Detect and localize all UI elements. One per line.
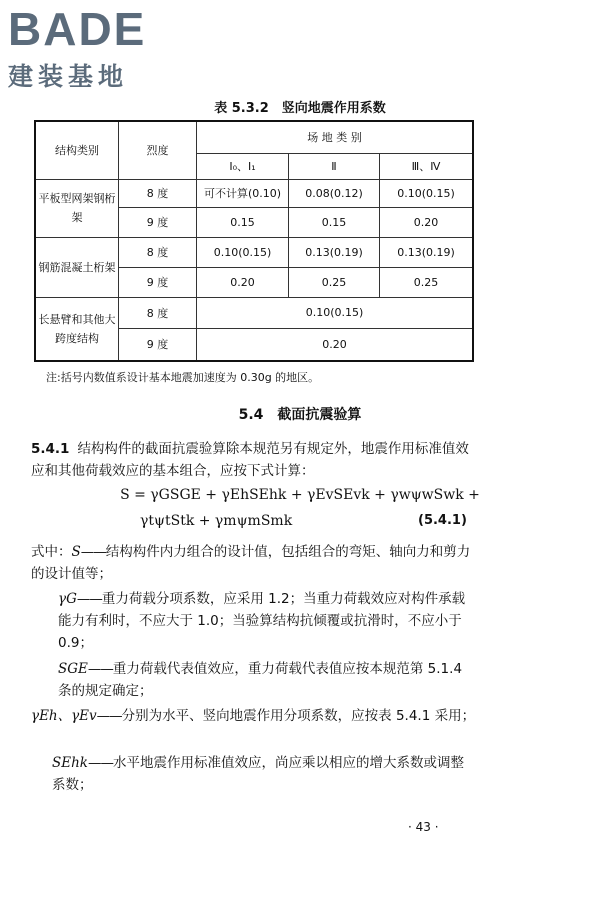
logo	[8, 3, 147, 93]
category-steel-truss: 平板型网架钢桁架	[35, 179, 119, 237]
intensity-cell: 9 度	[119, 328, 197, 361]
definition-text: 重力荷载代表值效应，重力荷载代表值应按本规范第 5.1.4 条的规定确定；	[58, 661, 463, 699]
formula-line-1: S = γGSGE + γEhSEhk + γEvSEvk + γwψwSwk +	[120, 487, 480, 503]
value-cell: 0.25	[380, 267, 474, 297]
value-cell: 0.13(0.19)	[289, 237, 380, 267]
logo-text-cn: 建装基地	[8, 62, 129, 91]
definition-symbol: S	[71, 544, 81, 560]
value-cell: 可不计算(0.10)	[197, 179, 289, 207]
intensity-cell: 8 度	[119, 179, 197, 207]
formula-number: (5.4.1)	[418, 513, 467, 528]
definition-text: 水平地震作用标准值效应，尚应乘以相应的增大系数或调整系数；	[52, 755, 464, 793]
intensity-cell: 8 度	[119, 237, 197, 267]
definition-item: SGE——重力荷载代表值效应，重力荷载代表值应按本规范第 5.1.4 条的规定确定；	[58, 658, 476, 702]
definition-text: 分别为水平、竖向地震作用分项系数，应按表 5.4.1 采用；	[121, 708, 476, 724]
section-title: 5.4 截面抗震验算	[238, 407, 362, 423]
value-cell-merged: 0.10(0.15)	[197, 297, 474, 328]
clause-text: 结构构件的截面抗震验算除本规范另有规定外，地震作用标准值效应和其他荷载效应的基本组合，应按下式计算：	[31, 441, 469, 479]
definition-symbol: γG	[58, 591, 77, 607]
intensity-cell: 8 度	[119, 297, 197, 328]
header-site-3: Ⅲ、Ⅳ	[380, 153, 474, 179]
value-cell: 0.10(0.15)	[197, 237, 289, 267]
value-cell: 0.15	[289, 207, 380, 237]
definition-text: 重力荷载分项系数，应采用 1.2；当重力荷载效应对构件承载能力有利时，不应大于 1.0；当验算结构抗倾覆或抗滑时，不应小于 0.9；	[58, 591, 466, 651]
value-cell: 0.08(0.12)	[289, 179, 380, 207]
header-site-category: 场 地 类 别	[197, 121, 474, 153]
intensity-cell: 9 度	[119, 267, 197, 297]
definition-item: 式中：S——结构构件内力组合的设计值，包括组合的弯矩、轴向力和剪力的设计值等；	[31, 541, 477, 585]
page-number: · 43 ·	[408, 820, 439, 834]
header-structure-type: 结构类别	[35, 121, 119, 179]
table-note: 注:括号内数值系设计基本地震加速度为 0.30g 的地区。	[46, 371, 320, 384]
value-cell: 0.15	[197, 207, 289, 237]
definition-symbol: SGE	[58, 661, 88, 677]
definition-symbol: SEhk	[52, 755, 88, 771]
clause-number: 5.4.1	[31, 441, 70, 457]
header-site-1: Ⅰ₀、Ⅰ₁	[197, 153, 289, 179]
formula-line-2: γtψtStk + γmψmSmk	[140, 513, 293, 529]
category-concrete-truss: 钢筋混凝土桁架	[35, 237, 119, 297]
header-intensity: 烈度	[119, 121, 197, 179]
definition-item: SEhk——水平地震作用标准值效应，尚应乘以相应的增大系数或调整系数；	[52, 752, 476, 796]
value-cell: 0.25	[289, 267, 380, 297]
clause-paragraph	[31, 438, 477, 482]
category-long-cantilever: 长悬臂和其他大跨度结构	[35, 297, 119, 361]
where-label: 式中：	[31, 544, 72, 560]
seismic-coefficient-table	[34, 120, 474, 362]
header-site-2: Ⅱ	[289, 153, 380, 179]
logo-text-en: BADE	[8, 3, 147, 55]
value-cell: 0.13(0.19)	[380, 237, 474, 267]
definition-item: γG——重力荷载分项系数，应采用 1.2；当重力荷载效应对构件承载能力有利时，不应大于 1.0；当验算结构抗倾覆或抗滑时，不应小于 0.9；	[58, 588, 476, 654]
value-cell-merged: 0.20	[197, 328, 474, 361]
definition-symbol: γEh、γEv	[31, 708, 97, 724]
table-title: 表 5.3.2 竖向地震作用系数	[214, 101, 386, 116]
value-cell: 0.10(0.15)	[380, 179, 474, 207]
definition-item: γEh、γEv——分别为水平、竖向地震作用分项系数，应按表 5.4.1 采用；	[31, 705, 477, 727]
value-cell: 0.20	[197, 267, 289, 297]
definition-text: 结构构件内力组合的设计值，包括组合的弯矩、轴向力和剪力的设计值等；	[31, 544, 471, 582]
intensity-cell: 9 度	[119, 207, 197, 237]
value-cell: 0.20	[380, 207, 474, 237]
